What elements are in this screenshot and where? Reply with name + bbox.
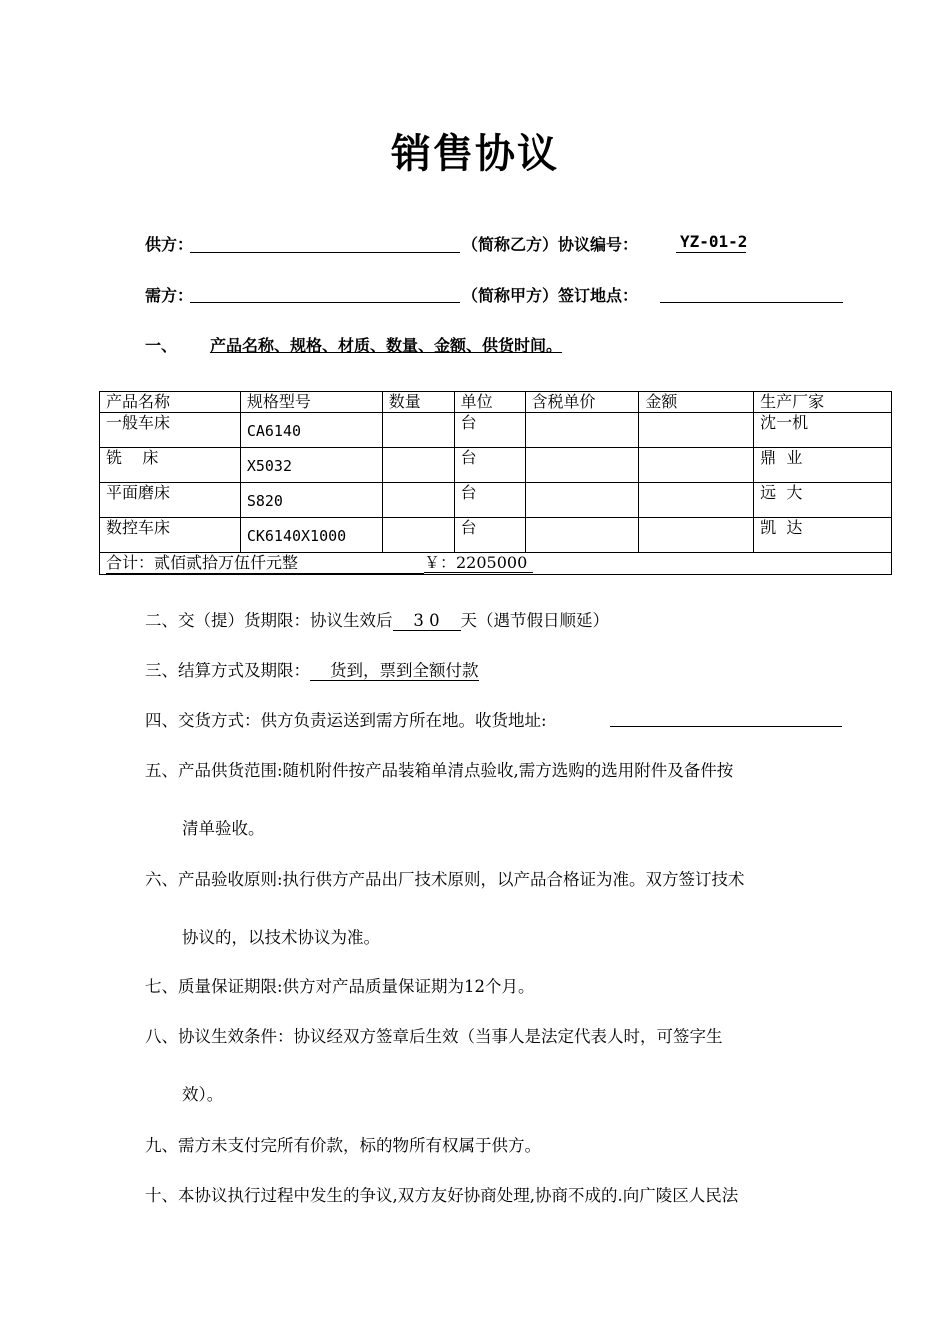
clause-9: 九、需方未支付完所有价款，标的物所有权属于供方。: [145, 1136, 541, 1155]
amount-cell: [639, 483, 754, 518]
price-cell: [525, 448, 639, 483]
clause-6-line1: 六、产品验收原则:执行供方产品出厂技术原则，以产品合格证为准。双方签订技术: [145, 870, 745, 889]
column-header: 生产厂家: [754, 392, 892, 413]
model-cell: [240, 483, 382, 518]
product-table: [99, 391, 892, 575]
section1-heading: 产品名称、规格、材质、数量、金额、供货时间。: [210, 336, 563, 355]
delivery-address-blank: [610, 726, 842, 727]
section1-number: 一、: [145, 336, 178, 355]
document-title: 销售协议: [391, 131, 559, 177]
table-row: [100, 483, 892, 518]
clause-10: 十、本协议执行过程中发生的争议,双方友好协商处理,协商不成的.向广陵区人民法: [145, 1186, 739, 1205]
product-name-cell: 平面磨床: [100, 483, 241, 518]
product-name-cell: 数控车床: [100, 518, 241, 553]
product-name-cell: 一般车床: [100, 413, 241, 448]
quantity-cell: [382, 483, 454, 518]
unit-cell: 台: [454, 483, 525, 518]
manufacturer-cell: 鼎 业: [754, 448, 892, 483]
clause-3-prefix: 三、结算方式及期限：: [145, 661, 310, 680]
clause-7: 七、质量保证期限:供方对产品质量保证期为12个月。: [145, 977, 535, 996]
supplier-label: 供方：: [145, 235, 194, 254]
total-cell: [100, 553, 892, 575]
product-name-cell: 铣 床: [100, 448, 241, 483]
model-cell: [240, 448, 382, 483]
column-header: 数量: [382, 392, 454, 413]
quantity-cell: [382, 518, 454, 553]
quantity-cell: [382, 448, 454, 483]
price-cell: [525, 518, 639, 553]
model-text: X5032: [246, 457, 292, 475]
amount-cell: [639, 518, 754, 553]
clause-3: [145, 657, 479, 681]
unit-cell: 台: [454, 518, 525, 553]
clause-8-line2: 效）。: [182, 1085, 224, 1104]
clause-8-line1: 八、协议生效条件：协议经双方签章后生效（当事人是法定代表人时，可签字生: [145, 1027, 723, 1046]
signing-place-blank: [660, 302, 843, 303]
unit-cell: 台: [454, 448, 525, 483]
buyer-blank: [190, 302, 460, 303]
manufacturer-cell: 沈一机: [754, 413, 892, 448]
buyer-label: 需方：: [145, 286, 194, 305]
clause-5-line2: 清单验收。: [182, 819, 265, 838]
total-label: 合计：贰佰贰拾万伍仟元整: [106, 553, 424, 574]
column-header: 规格型号: [240, 392, 382, 413]
clause-3-value: 货到，票到全额付款: [310, 661, 479, 681]
agreement-number-underline: [676, 252, 746, 253]
price-cell: [525, 483, 639, 518]
total-amount: ￥：2205000: [424, 553, 533, 573]
supplier-blank: [190, 252, 460, 253]
table-row: [100, 448, 892, 483]
clause-6-line2: 协议的，以技术协议为准。: [182, 928, 380, 947]
table-header-row: [100, 392, 892, 413]
clause-2-prefix: 二、交（提）货期限：协议生效后: [145, 611, 393, 630]
table-row: [100, 518, 892, 553]
model-text: CA6140: [246, 422, 302, 440]
clause-2-suffix: 天（遇节假日顺延）: [460, 611, 609, 630]
price-cell: [525, 413, 639, 448]
amount-cell: [639, 413, 754, 448]
agreement-number: YZ-01-2: [680, 232, 748, 251]
model-text: CK6140X1000: [246, 527, 347, 545]
column-header: 单位: [454, 392, 525, 413]
column-header: 金额: [639, 392, 754, 413]
buyer-suffix: （简称甲方）签订地点：: [462, 286, 639, 305]
table-total-row: [100, 553, 892, 575]
clause-5-line1: 五、产品供货范围:随机附件按产品装箱单清点验收,需方选购的选用附件及备件按: [145, 761, 734, 780]
supplier-suffix: （简称乙方）协议编号：: [462, 235, 639, 254]
manufacturer-cell: 凯 达: [754, 518, 892, 553]
column-header: 产品名称: [100, 392, 241, 413]
model-cell: [240, 413, 382, 448]
model-text: S820: [246, 492, 283, 510]
model-cell: [240, 518, 382, 553]
manufacturer-cell: 远 大: [754, 483, 892, 518]
quantity-cell: [382, 413, 454, 448]
clause-2: [145, 607, 609, 631]
column-header: 含税单价: [525, 392, 639, 413]
clause-2-days: 3 0: [393, 611, 461, 631]
amount-cell: [639, 448, 754, 483]
unit-cell: 台: [454, 413, 525, 448]
clause-4: 四、交货方式：供方负责运送到需方所在地。收货地址:: [145, 711, 547, 730]
table-row: [100, 413, 892, 448]
